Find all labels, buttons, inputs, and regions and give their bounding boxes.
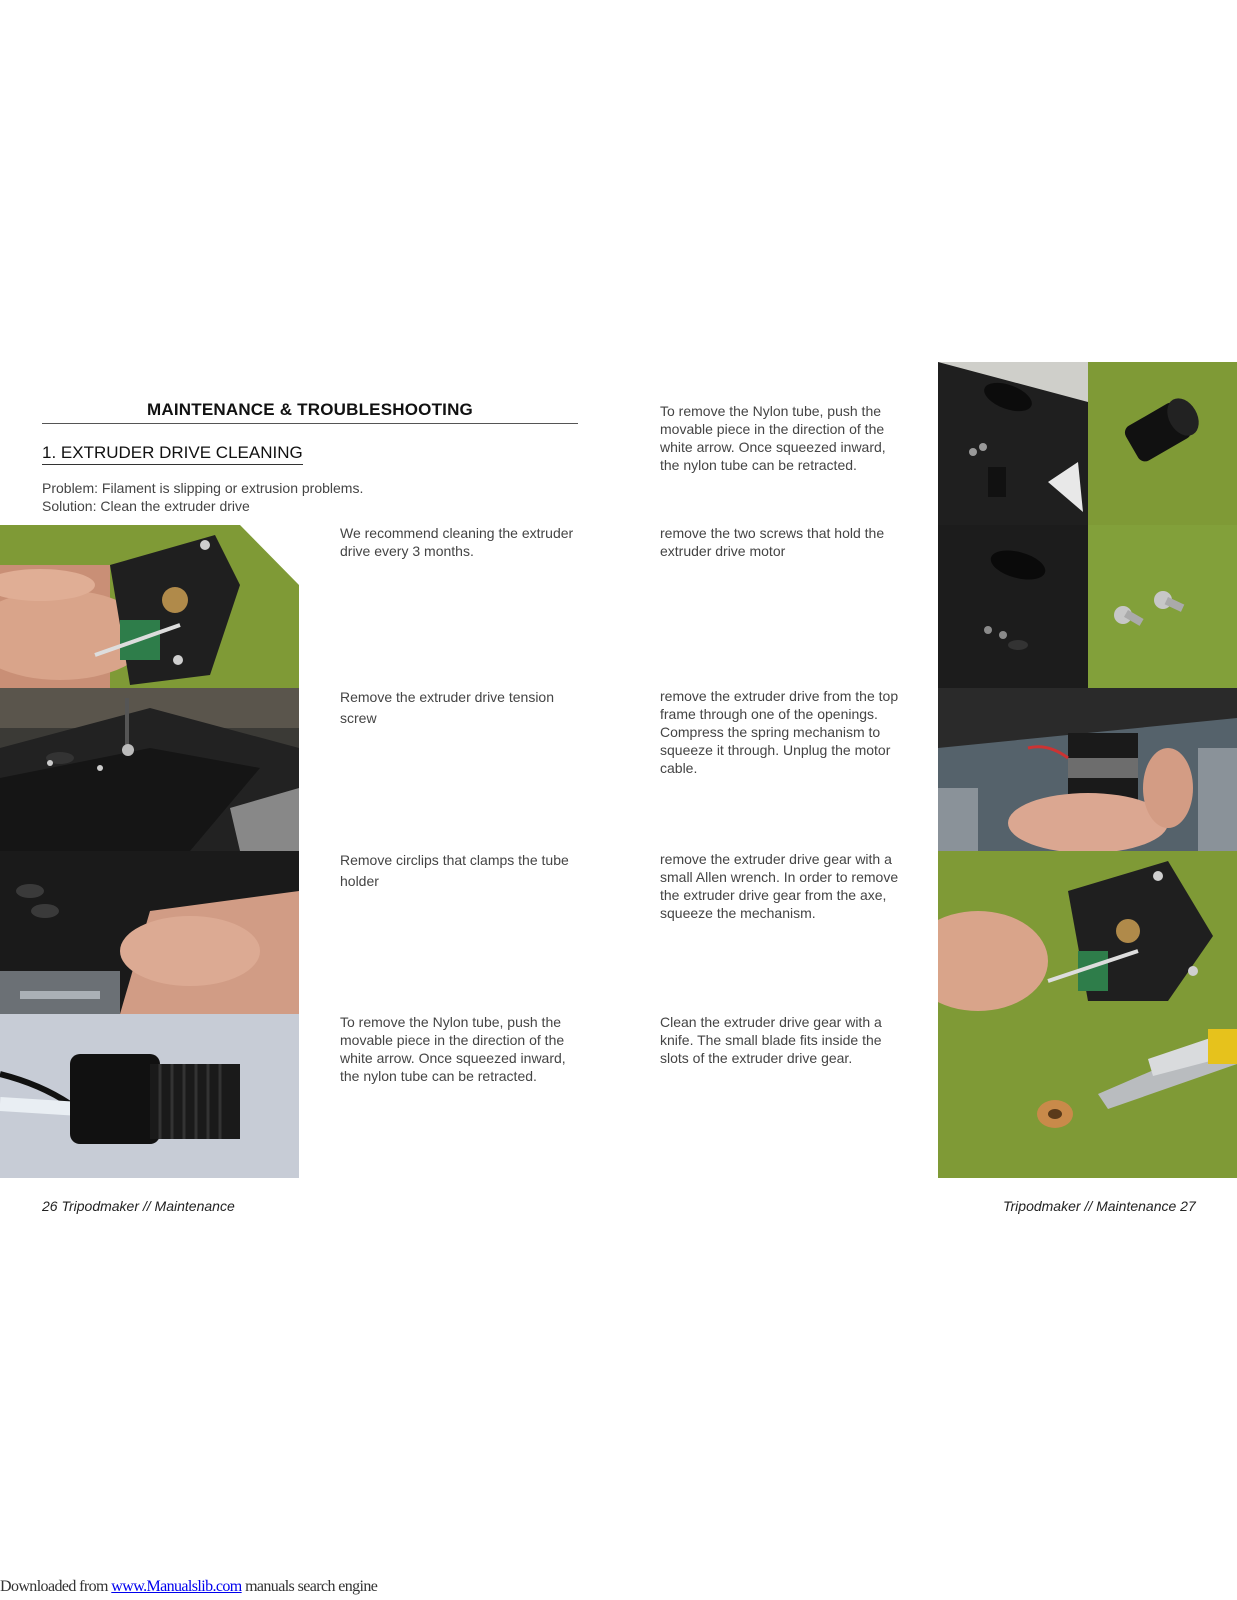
right-step-4: remove the extruder drive gear with a small Allen wrench. In order to remove the extruder drive gear from the axe, squeeze the mechanism. bbox=[660, 851, 899, 921]
photo-knife-cleaning bbox=[938, 1014, 1237, 1178]
photo-extruder-removal bbox=[938, 688, 1237, 851]
left-step-1: We recommend cleaning the extruder drive every 3 months. bbox=[340, 525, 574, 559]
manualslib-link[interactable]: www.Manualslib.com bbox=[111, 1578, 242, 1595]
left-step-4: To remove the Nylon tube, push the movable piece in the direction of the white arrow. Once squeezed inward, the nylon tube can be retracted. bbox=[340, 1014, 566, 1084]
photo-motor-screws-frame bbox=[938, 525, 1088, 688]
download-prefix: Downloaded from bbox=[0, 1578, 108, 1595]
photo-frame-opening bbox=[938, 362, 1088, 525]
right-step-5: Clean the extruder drive gear with a knife. The small blade fits inside the slots of the extruder drive gear. bbox=[660, 1014, 882, 1066]
right-step-1: To remove the Nylon tube, push the movable piece in the direction of the white arrow. Once squeezed inward, the nylon tube can be retracted. bbox=[660, 403, 886, 473]
section-divider bbox=[42, 423, 578, 424]
photo-tension-screw bbox=[0, 688, 299, 851]
intro-block bbox=[42, 479, 363, 515]
download-bar bbox=[0, 1578, 377, 1596]
subsection-title: 1. EXTRUDER DRIVE CLEANING bbox=[42, 443, 303, 465]
footer-right: Tripodmaker // Maintenance 27 bbox=[1003, 1198, 1196, 1214]
photo-nylon-tube-holder bbox=[0, 1014, 299, 1178]
right-step-2: remove the two screws that hold the extruder drive motor bbox=[660, 525, 885, 559]
photo-two-screws bbox=[1088, 525, 1237, 688]
photo-circlips bbox=[0, 851, 299, 1014]
section-title: MAINTENANCE & TROUBLESHOOTING bbox=[147, 400, 473, 419]
photo-tube-holder-part bbox=[1088, 362, 1237, 525]
download-suffix: manuals search engine bbox=[245, 1578, 378, 1595]
problem-text: Problem: Filament is slipping or extrusion problems. bbox=[42, 480, 364, 496]
left-step-3: Remove circlips that clamps the tube holder bbox=[340, 852, 569, 889]
left-step-2: Remove the extruder drive tension screw bbox=[340, 689, 554, 726]
photo-drive-gear-removal bbox=[938, 851, 1237, 1014]
right-step-3: remove the extruder drive from the top frame through one of the openings. Compress the spring mechanism to squeeze it through. Unplug the motor cable. bbox=[660, 688, 899, 776]
photo-extruder-in-hand bbox=[0, 525, 299, 688]
footer-left: 26 Tripodmaker // Maintenance bbox=[42, 1198, 235, 1214]
solution-text: Solution: Clean the extruder drive bbox=[42, 498, 250, 514]
